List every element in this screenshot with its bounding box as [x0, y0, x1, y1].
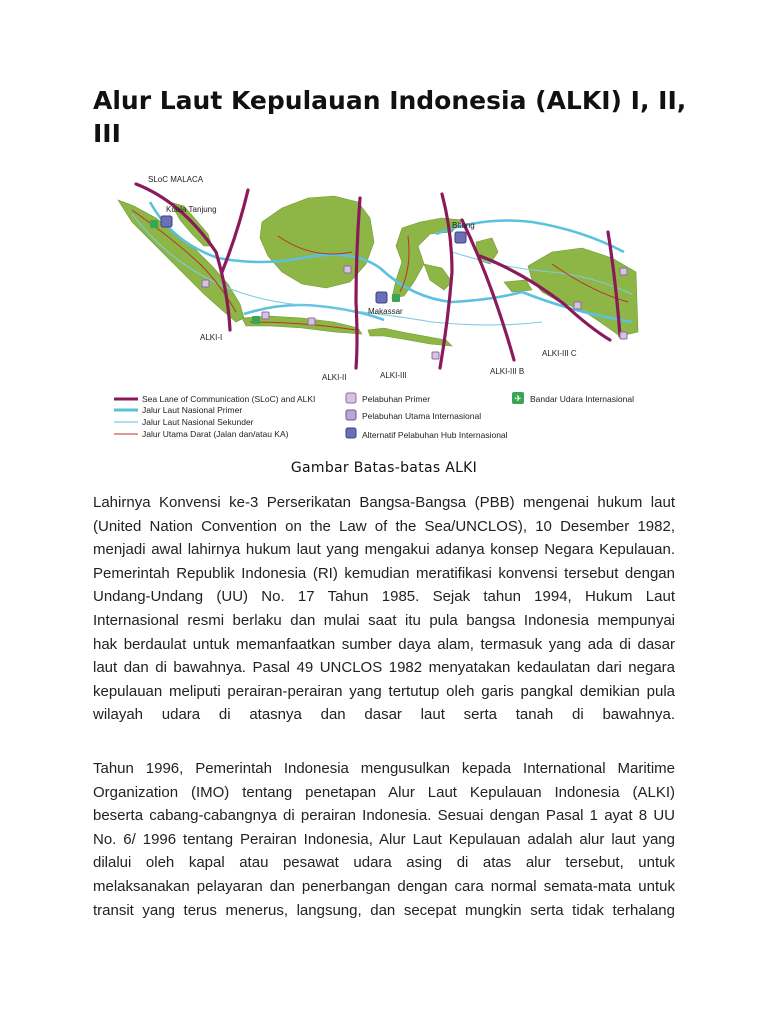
airport-icon — [150, 220, 158, 228]
port-primer-icon — [620, 268, 627, 275]
figure-caption: Gambar Batas-batas ALKI — [290, 460, 478, 476]
port-primer-icon — [262, 312, 269, 319]
legend-sloc: Sea Lane of Communication (SLoC) and ALKI — [142, 394, 316, 404]
paragraph-line: (United Nation Convention on the Law of the Sea/UNCLOS), 10 Desember 1982, — [93, 517, 675, 535]
paragraph-line: melaksanakan pelayaran dan penerbangan dengan cara normal semata-mata untuk — [93, 877, 675, 895]
paragraph-line: dilalui oleh kapal atau pesawat udara asing di atas alur tersebut, untuk — [93, 854, 675, 872]
legend-alternatif-hub-icon — [346, 428, 356, 438]
port-makassar-icon — [376, 292, 387, 303]
paragraph-line: beserta cabang-cabangnya di perairan Indonesia. Sesuai dengan Pasal 1 ayat 8 UU — [93, 807, 675, 825]
port-primer-icon — [574, 302, 581, 309]
label-alki-3b: ALKI-III B — [490, 367, 525, 376]
nusa-tenggara — [368, 328, 452, 346]
legend-darat: Jalur Utama Darat (Jalan dan/atau KA) — [142, 429, 289, 439]
paragraph-2 — [93, 757, 675, 922]
label-sloc-malaca: SLoC MALACA — [148, 175, 204, 184]
label-alki-1: ALKI-I — [200, 333, 223, 342]
label-alki-3c: ALKI-III C — [542, 349, 577, 358]
paragraph-line: Organization (IMO) tentang penetapan Alur Laut Kepulauan Indonesia (ALKI) — [93, 783, 675, 801]
port-primer-icon — [308, 318, 315, 325]
legend-bandar-udara: Bandar Udara Internasional — [530, 394, 634, 404]
paragraph-line: Internasional resmi berlaku dan mulai saat itu pula bangsa Indonesia mempunyai — [93, 611, 675, 629]
label-alki-3: ALKI-III — [380, 371, 407, 380]
land-masses — [118, 196, 638, 346]
legend-sekunder: Jalur Laut Nasional Sekunder — [142, 417, 254, 427]
port-primer-icon — [344, 266, 351, 273]
port-primer-icon — [432, 352, 439, 359]
legend-pelabuhan-primer: Pelabuhan Primer — [362, 394, 431, 404]
alki-map-figure — [112, 172, 642, 448]
paragraph-line: Undang-Undang (UU) No. 17 Tahun 1985. Sejak tahun 1994, Hukum Laut — [93, 588, 675, 606]
paragraph-line: Tahun 1996, Pemerintah Indonesia mengusulkan kepada International Maritime — [93, 760, 675, 777]
paragraph-line: menjadi awal lahirnya hukum laut yang mengakui adanya konsep Negara Kepulauan. — [93, 541, 675, 559]
sulawesi-arm — [424, 264, 452, 290]
airport-icon — [392, 294, 400, 302]
paragraph-line: No. 6/ 1996 tentang Perairan Indonesia, Alur Laut Kepulauan adalah alur laut yang — [93, 830, 675, 848]
airplane-icon: ✈ — [514, 394, 522, 405]
label-makassar: Makassar — [368, 307, 403, 316]
airport-icon — [252, 316, 260, 324]
label-bitung: Bitung — [452, 221, 475, 230]
paragraph-line: wilayah udara di atasnya dan dasar laut serta tanah di bawahnya. — [93, 706, 675, 724]
port-bitung-icon — [455, 232, 466, 243]
legend-pelabuhan-utama-icon — [346, 410, 356, 420]
label-alki-2: ALKI-II — [322, 373, 347, 382]
legend-pelabuhan-primer-icon — [346, 393, 356, 403]
paragraph-line: Lahirnya Konvensi ke-3 Perserikatan Bangsa-Bangsa (PBB) mengenai hukum laut — [93, 494, 675, 511]
map-legend — [114, 392, 634, 440]
paragraph-line: laut dan di bawahnya. Pasal 49 UNCLOS 1982 menyatakan kedaulatan dari negara — [93, 659, 675, 677]
legend-pelabuhan-utama: Pelabuhan Utama Internasional — [362, 411, 482, 421]
paragraph-line: Pemerintah Republik Indonesia (RI) kemudian meratifikasi konvensi tersebut dengan — [93, 564, 675, 582]
port-primer-icon — [202, 280, 209, 287]
paragraph-line: kepulauan meliputi perairan-perairan yang tertutup oleh garis pangkal demikian pula — [93, 682, 675, 700]
legend-alternatif-hub: Alternatif Pelabuhan Hub Internasional — [362, 430, 508, 440]
legend-primer: Jalur Laut Nasional Primer — [142, 405, 243, 415]
paragraph-line: transit yang terus menerus, langsung, dan secepat mungkin serta tidak terhalang — [93, 901, 675, 919]
port-primer-icon — [620, 332, 627, 339]
alki-map — [112, 172, 642, 448]
paragraph-line: hak berdaulat untuk memanfaatkan sumber daya alam, termasuk yang ada di dasar — [93, 635, 675, 653]
paragraph-1 — [93, 491, 675, 727]
page-title: Alur Laut Kepulauan Indonesia (ALKI) I, II, III — [93, 86, 687, 148]
label-kuala-tanjung: Kuala Tanjung — [166, 205, 217, 214]
port-kuala-tanjung-icon — [161, 216, 172, 227]
papua-island — [528, 248, 638, 336]
